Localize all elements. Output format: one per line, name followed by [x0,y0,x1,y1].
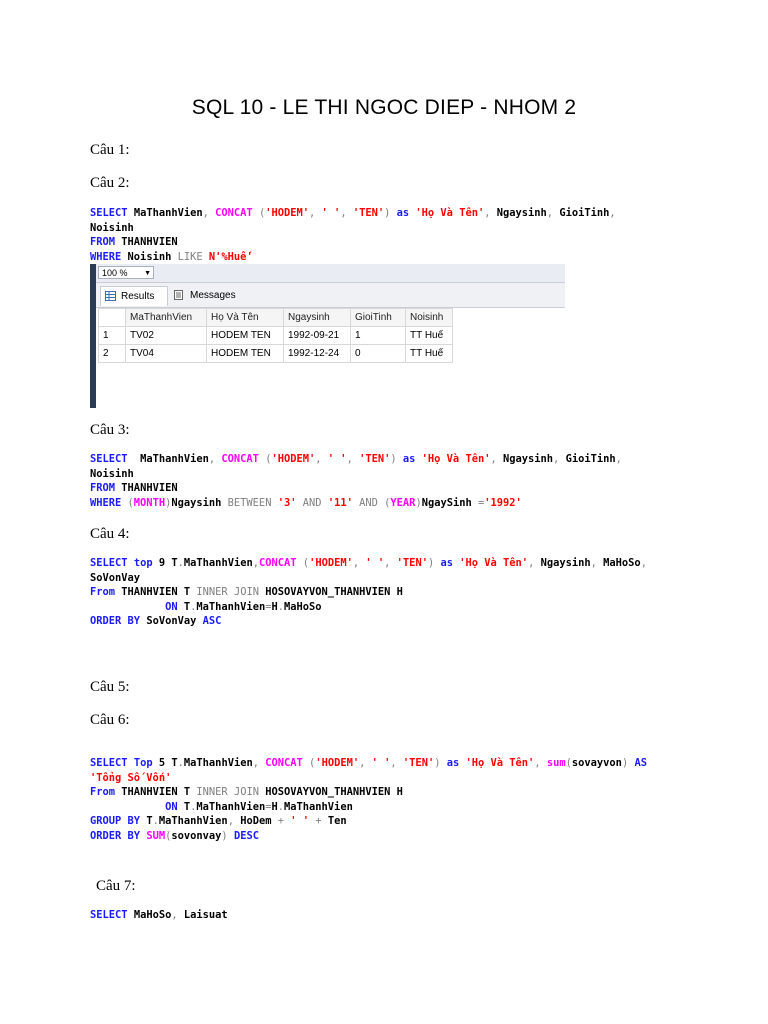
column-header[interactable]: Ngaysinh [284,309,351,327]
table-cell[interactable]: 1 [351,327,406,345]
zoom-select[interactable] [98,266,154,279]
table-row[interactable] [99,345,453,363]
code-block-cau4 [90,556,647,629]
chevron-down-icon[interactable]: ▼ [144,270,151,277]
table-cell[interactable]: TV04 [126,345,207,363]
code-block-cau3 [90,452,622,510]
table-cell[interactable]: 1992-09-21 [284,327,351,345]
tab-messages-label: Messages [190,290,236,301]
results-tabs [96,283,565,308]
code-line: ORDER BY SoVonVay ASC [90,615,222,627]
heading-cau2: Câu 2: [90,175,130,191]
code-block-cau7 [90,908,228,923]
code-line: SELECT MaHoSo, Laisuat [90,909,228,921]
code-block-cau2 [90,206,616,264]
code-line: From THANHVIEN T INNER JOIN HOSOVAYVON_THANHVIEN H [90,786,403,798]
table-cell[interactable]: 1992-12-24 [284,345,351,363]
code-line: FROM THANHVIEN [90,236,178,248]
code-line: GROUP BY T.MaThanhVien, HoDem + ' ' + Ten [90,815,347,827]
results-grid [98,308,453,363]
code-line: WHERE (MONTH)Ngaysinh BETWEEN '3' AND '11' AND (YEAR)NgaySinh ='1992' [90,496,522,509]
code-line: Noisinh [90,221,134,234]
code-line: Noisinh [90,467,134,480]
heading-cau5: Câu 5: [90,679,130,695]
table-cell[interactable]: HODEM TEN [207,345,284,363]
row-number: 1 [99,327,126,345]
code-line: SELECT MaThanhVien, CONCAT ('HODEM', ' ', 'TEN') as 'Họ Và Tên', Ngaysinh, GioiTinh, [90,453,622,465]
code-line: ON T.MaThanhVien=H.MaThanhVien [165,800,353,813]
table-cell[interactable]: TV02 [126,327,207,345]
code-line: SELECT MaThanhVien, CONCAT ('HODEM', ' ', 'TEN') as 'Họ Và Tên', Ngaysinh, GioiTinh, [90,207,616,219]
zoom-toolbar [96,264,565,283]
code-line: From THANHVIEN T INNER JOIN HOSOVAYVON_THANHVIEN H [90,586,403,598]
heading-cau1: Câu 1: [90,142,130,158]
heading-cau6: Câu 6: [90,712,130,728]
table-cell[interactable]: TT Huế [406,327,453,345]
heading-cau3: Câu 3: [90,422,130,438]
code-line: ORDER BY SUM(sovonvay) DESC [90,829,259,842]
grid-header-row [99,309,453,327]
table-row[interactable] [99,327,453,345]
table-cell[interactable]: 0 [351,345,406,363]
tab-results[interactable] [100,286,168,306]
row-number-header [99,309,126,327]
column-header[interactable]: Họ Và Tên [207,309,284,327]
tab-results-label: Results [121,291,155,302]
code-block-cau6 [90,756,647,843]
code-line: 'Tổng Số Vốn' [90,771,172,784]
table-cell[interactable]: HODEM TEN [207,327,284,345]
zoom-value: 100 % [102,268,128,278]
code-line: WHERE Noisinh LIKE N'%Huế' [90,250,253,263]
code-line: SELECT Top 5 T.MaThanhVien, CONCAT ('HODEM', ' ', 'TEN') as 'Họ Và Tên', sum(sovayvon) AS [90,757,647,769]
column-header[interactable]: GioiTinh [351,309,406,327]
column-header[interactable]: Noisinh [406,309,453,327]
column-header[interactable]: MaThanhVien [126,309,207,327]
table-cell[interactable]: TT Huế [406,345,453,363]
page-title: SQL 10 - LE THI NGOC DIEP - NHOM 2 [191,96,577,119]
grid-icon [105,291,116,301]
code-line: SoVonVay [90,571,141,584]
code-line: SELECT top 9 T.MaThanhVien,CONCAT ('HODEM', ' ', 'TEN') as 'Họ Và Tên', Ngaysinh, MaHoSo, [90,557,647,569]
row-number: 2 [99,345,126,363]
code-line: ON T.MaThanhVien=H.MaHoSo [165,600,322,613]
tab-messages[interactable] [170,286,246,306]
messages-icon [174,290,185,300]
code-line: FROM THANHVIEN [90,482,178,494]
heading-cau7: Câu 7: [96,878,136,894]
ssms-results-panel [90,264,565,408]
heading-cau4: Câu 4: [90,526,130,542]
